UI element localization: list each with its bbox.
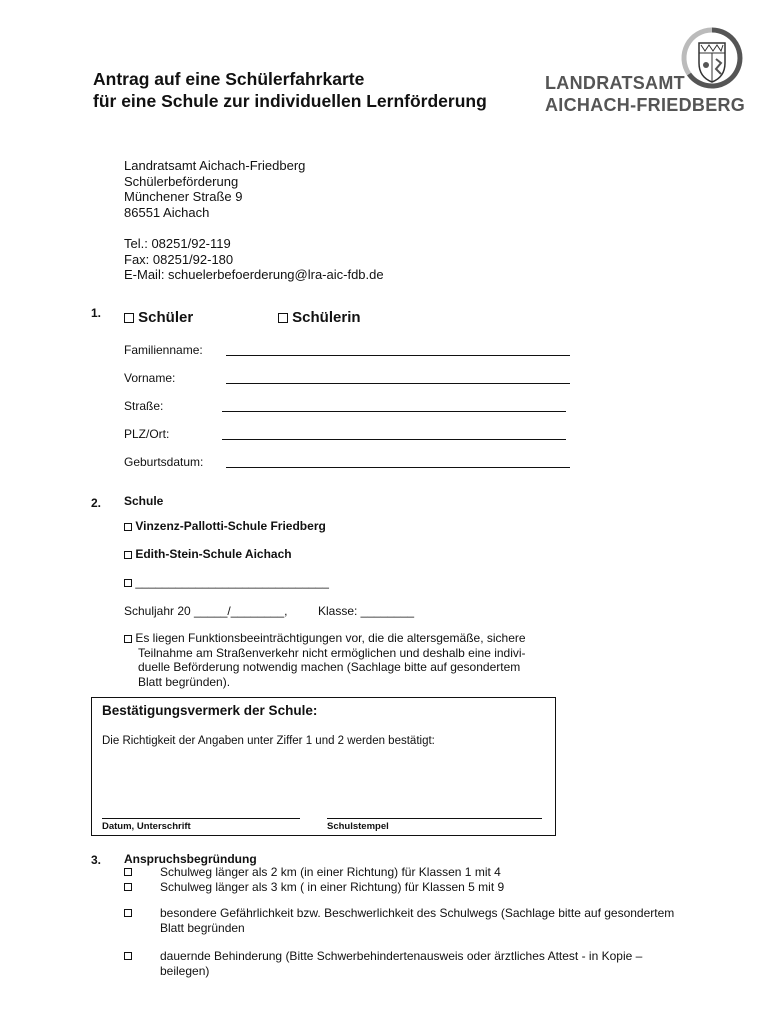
logo-line-2: AICHACH-FRIEDBERG xyxy=(545,95,746,115)
impairment-text-3: duelle Beförderung notwendig machen (Sachlage bitte auf gesondertem xyxy=(138,660,521,674)
confirmation-heading: Bestätigungsvermerk der Schule: xyxy=(102,703,318,718)
reason-3 xyxy=(160,906,674,936)
address-line: Landratsamt Aichach-Friedberg xyxy=(124,158,306,173)
school-1-label: Vinzenz-Pallotti-Schule Friedberg xyxy=(135,519,326,533)
label-plz-ort: PLZ/Ort: xyxy=(124,427,170,441)
checkbox-school-1[interactable] xyxy=(124,523,132,531)
address-line: Münchener Straße 9 xyxy=(124,189,243,204)
checkbox-male[interactable] xyxy=(124,313,134,323)
signature-line[interactable] xyxy=(102,818,300,819)
title-line-2: für eine Schule zur individuellen Lernförderung xyxy=(93,91,487,111)
stamp-line[interactable] xyxy=(327,818,542,819)
checkbox-female[interactable] xyxy=(278,313,288,323)
section-2-heading: Schule xyxy=(124,494,164,508)
confirmation-text: Die Richtigkeit der Angaben unter Ziffer 1 und 2 werden bestätigt: xyxy=(102,735,435,747)
school-other-line: _____________________________ xyxy=(135,575,329,589)
checkbox-school-other[interactable] xyxy=(124,579,132,587)
address-line: Schülerbeförderung xyxy=(124,173,239,189)
field-vorname[interactable] xyxy=(226,383,570,384)
reason-2: Schulweg länger als 3 km ( in einer Richtung) für Klassen 5 mit 9 xyxy=(160,880,505,894)
reason-4-line-1: dauernde Behinderung (Bitte Schwerbehindertenausweis oder ärztliches Attest - in Kopie – xyxy=(160,949,643,963)
checkbox-impairment[interactable] xyxy=(124,635,132,643)
address-block xyxy=(124,158,305,220)
checkbox-reason-1[interactable] xyxy=(124,868,132,876)
option-school-other[interactable] xyxy=(124,575,329,589)
field-strasse[interactable] xyxy=(222,411,566,412)
reason-4-line-2: beilegen) xyxy=(160,964,210,978)
impairment-text-4: Blatt begründen). xyxy=(138,674,231,689)
school-2-label: Edith-Stein-Schule Aichach xyxy=(135,547,292,561)
logo xyxy=(545,72,745,116)
schuljahr[interactable]: Schuljahr 20 _____/________, xyxy=(124,604,288,618)
reason-1: Schulweg länger als 2 km (in einer Richtung) für Klassen 1 mit 4 xyxy=(160,865,501,879)
field-geburtsdatum[interactable] xyxy=(226,467,570,468)
reason-4 xyxy=(160,949,642,979)
checkbox-school-2[interactable] xyxy=(124,551,132,559)
section-2-number: 2. xyxy=(91,496,102,510)
stamp-label: Schulstempel xyxy=(327,821,389,832)
section-3-number: 3. xyxy=(91,853,102,867)
title-line-1: Antrag auf eine Schülerfahrkarte xyxy=(93,69,365,89)
impairment-text-1: Es liegen Funktionsbeeinträchtigungen vor, die die altersgemäße, sichere xyxy=(135,631,526,645)
option-female-label: Schülerin xyxy=(292,309,361,326)
option-male[interactable] xyxy=(124,309,193,326)
address-line: 86551 Aichach xyxy=(124,204,210,220)
phone: Tel.: 08251/92-119 xyxy=(124,236,231,251)
contact-block xyxy=(124,236,384,283)
reason-3-line-2: Blatt begründen xyxy=(160,921,245,935)
option-male-label: Schüler xyxy=(138,309,194,326)
section-1-number: 1. xyxy=(91,306,102,320)
section-3-heading: Anspruchsbegründung xyxy=(124,852,257,866)
field-plz-ort[interactable] xyxy=(222,439,566,440)
signature-label: Datum, Unterschrift xyxy=(102,821,191,832)
label-familienname: Familienname: xyxy=(124,343,203,357)
checkbox-reason-3[interactable] xyxy=(124,909,132,917)
klasse[interactable]: Klasse: ________ xyxy=(318,604,415,618)
option-school-1[interactable] xyxy=(124,519,326,533)
option-impairment[interactable] xyxy=(124,631,584,689)
label-strasse: Straße: xyxy=(124,399,164,413)
label-geburtsdatum: Geburtsdatum: xyxy=(124,455,204,469)
reason-3-line-1: besondere Gefährlichkeit bzw. Beschwerlichkeit des Schulwegs (Sachlage bitte auf gesondertem xyxy=(160,906,675,920)
option-school-2[interactable] xyxy=(124,547,292,561)
field-familienname[interactable] xyxy=(226,355,570,356)
logo-line-1: LANDRATSAMT xyxy=(545,73,685,93)
fax: Fax: 08251/92-180 xyxy=(124,251,234,267)
label-vorname: Vorname: xyxy=(124,371,176,385)
impairment-text-2: Teilnahme am Straßenverkehr nicht ermöglichen und deshalb eine indivi- xyxy=(138,645,526,660)
checkbox-reason-4[interactable] xyxy=(124,952,132,960)
option-female[interactable] xyxy=(278,309,361,326)
page-title xyxy=(93,68,487,112)
checkbox-reason-2[interactable] xyxy=(124,883,132,891)
email: E-Mail: schuelerbefoerderung@lra-aic-fdb.de xyxy=(124,267,384,282)
